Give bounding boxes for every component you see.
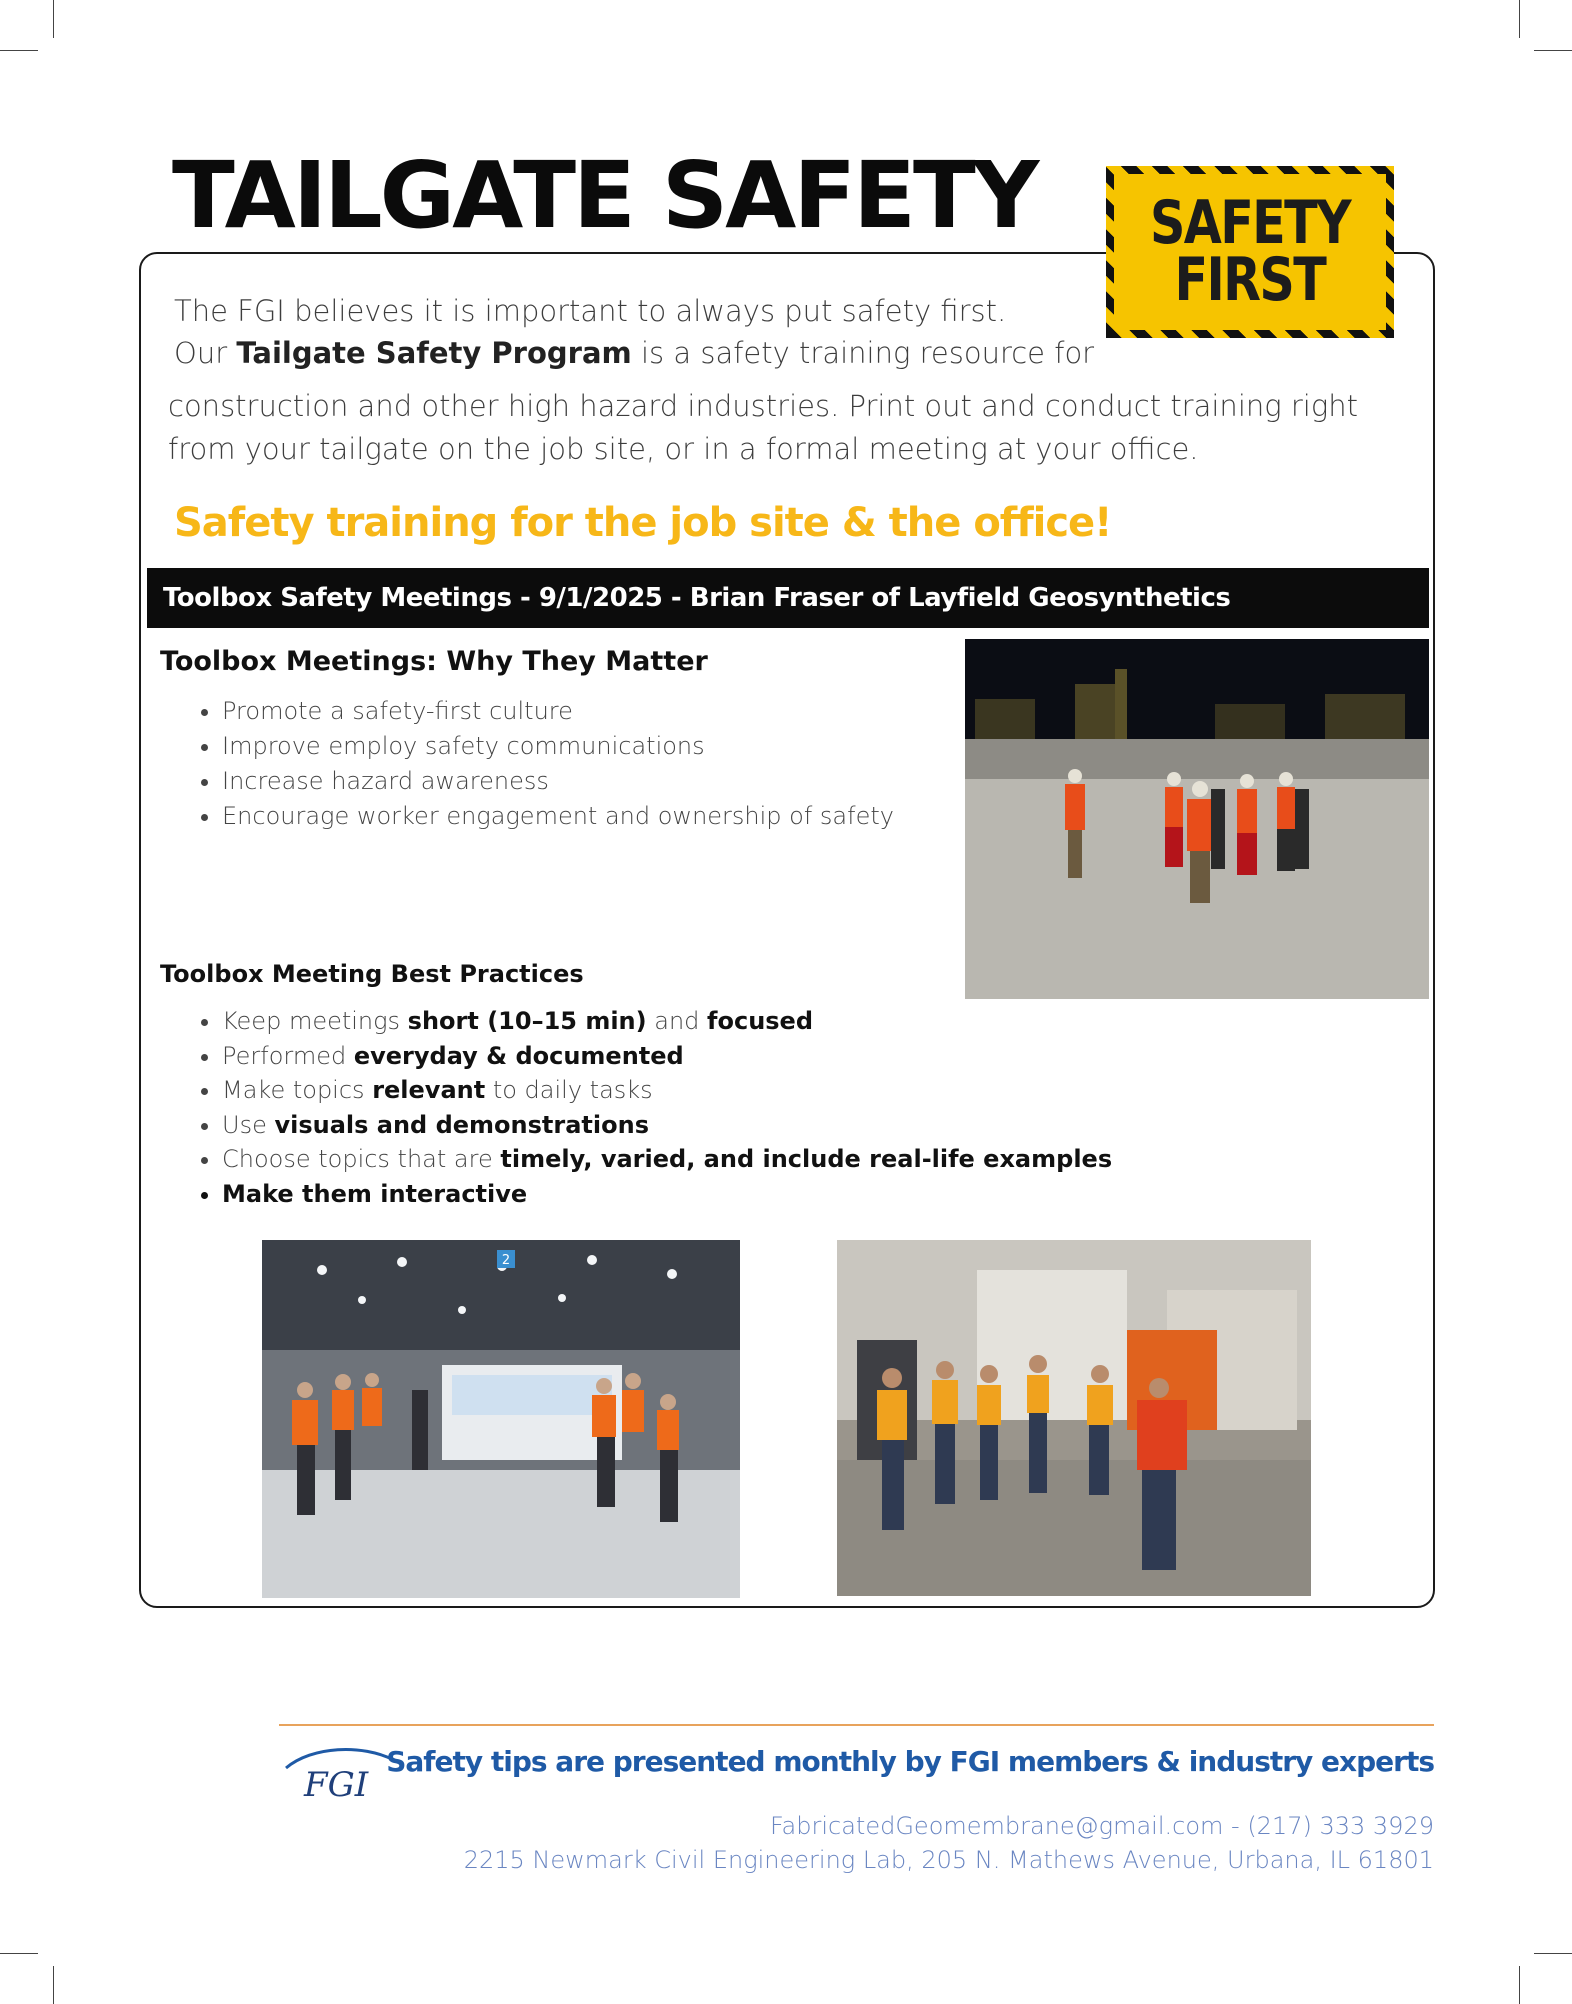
page-title: TAILGATE SAFETY xyxy=(172,142,1037,249)
item-emphasis: short (10–15 min) xyxy=(407,1007,647,1035)
intro-line-3: construction and other high hazard industries. Print out and conduct training right xyxy=(168,389,1359,423)
program-name: Tailgate Safety Program xyxy=(236,336,632,370)
list-item xyxy=(222,1039,1112,1074)
intro-line-2 xyxy=(174,332,1414,375)
list-item xyxy=(222,1073,1112,1108)
item-text: Keep meetings xyxy=(222,1007,408,1035)
crop-mark xyxy=(1534,50,1572,51)
crop-mark xyxy=(53,1966,54,2004)
night-jobsite-photo xyxy=(965,639,1429,999)
badge-line-2: FIRST xyxy=(1174,245,1326,315)
best-practices-heading: Toolbox Meeting Best Practices xyxy=(160,960,584,988)
list-item: • Encourage worker engagement and ownership of safety xyxy=(222,799,894,834)
intro-suffix: is a safety training resource for xyxy=(631,336,1095,370)
list-item xyxy=(222,1177,1112,1212)
warehouse-sign-number: 2 xyxy=(501,1253,511,1268)
intro-prefix: Our xyxy=(174,336,237,370)
item-text: to daily tasks xyxy=(485,1076,653,1104)
badge-line-1: SAFETY xyxy=(1149,188,1351,258)
item-emphasis: everyday & documented xyxy=(353,1041,684,1070)
item-emphasis: timely, varied, and include real-life examples xyxy=(500,1145,1113,1173)
logo-text: FGI xyxy=(304,1765,369,1805)
warehouse-meeting-photo xyxy=(262,1240,740,1598)
meeting-info-bar: Toolbox Safety Meetings - 9/1/2025 - Brian Fraser of Layfield Geosynthetics xyxy=(147,568,1429,628)
crop-mark xyxy=(1519,1966,1520,2004)
list-item xyxy=(222,1004,1112,1039)
contact-email-phone: FabricatedGeomembrane@gmail.com - (217) 333 3929 xyxy=(769,1812,1434,1840)
intro-line-4: from your tailgate on the job site, or in a formal meeting at your office. xyxy=(168,432,1199,466)
why-matter-heading: Toolbox Meetings: Why They Matter xyxy=(160,646,708,677)
crop-mark xyxy=(1519,0,1520,38)
item-text: Performed xyxy=(222,1041,354,1070)
item-text: Use xyxy=(222,1110,275,1139)
best-practices-list xyxy=(186,1004,1112,1211)
fgi-logo xyxy=(282,1738,402,1808)
item-emphasis: focused xyxy=(707,1007,814,1035)
list-item xyxy=(222,1108,1112,1143)
intro-paragraph xyxy=(168,290,1414,471)
why-matter-list xyxy=(186,694,894,834)
contact-address: 2215 Newmark Civil Engineering Lab, 205 N. Mathews Avenue, Urbana, IL 61801 xyxy=(463,1846,1434,1874)
footer-tagline: Safety tips are presented monthly by FGI members & industry experts xyxy=(386,1745,1434,1778)
forklift-bay-photo xyxy=(837,1240,1311,1596)
list-item: • Promote a safety-first culture xyxy=(222,694,894,729)
crop-mark xyxy=(0,1953,38,1954)
crop-mark xyxy=(0,50,38,51)
item-emphasis: visuals and demonstrations xyxy=(274,1110,649,1139)
intro-line-1: The FGI believes it is important to always put safety first. xyxy=(174,294,1007,328)
list-item: • Improve employ safety communications xyxy=(222,729,894,764)
item-emphasis: relevant xyxy=(372,1076,486,1104)
item-text: Make topics xyxy=(222,1076,373,1104)
list-item xyxy=(222,1142,1112,1177)
footer-divider xyxy=(279,1724,1434,1726)
list-item: • Increase hazard awareness xyxy=(222,764,894,799)
crop-mark xyxy=(53,0,54,38)
tagline: Safety training for the job site & the office! xyxy=(174,500,1112,546)
item-emphasis: Make them interactive xyxy=(222,1179,528,1208)
item-text: Choose topics that are xyxy=(222,1145,501,1173)
item-text: and xyxy=(646,1007,708,1035)
crop-mark xyxy=(1534,1953,1572,1954)
